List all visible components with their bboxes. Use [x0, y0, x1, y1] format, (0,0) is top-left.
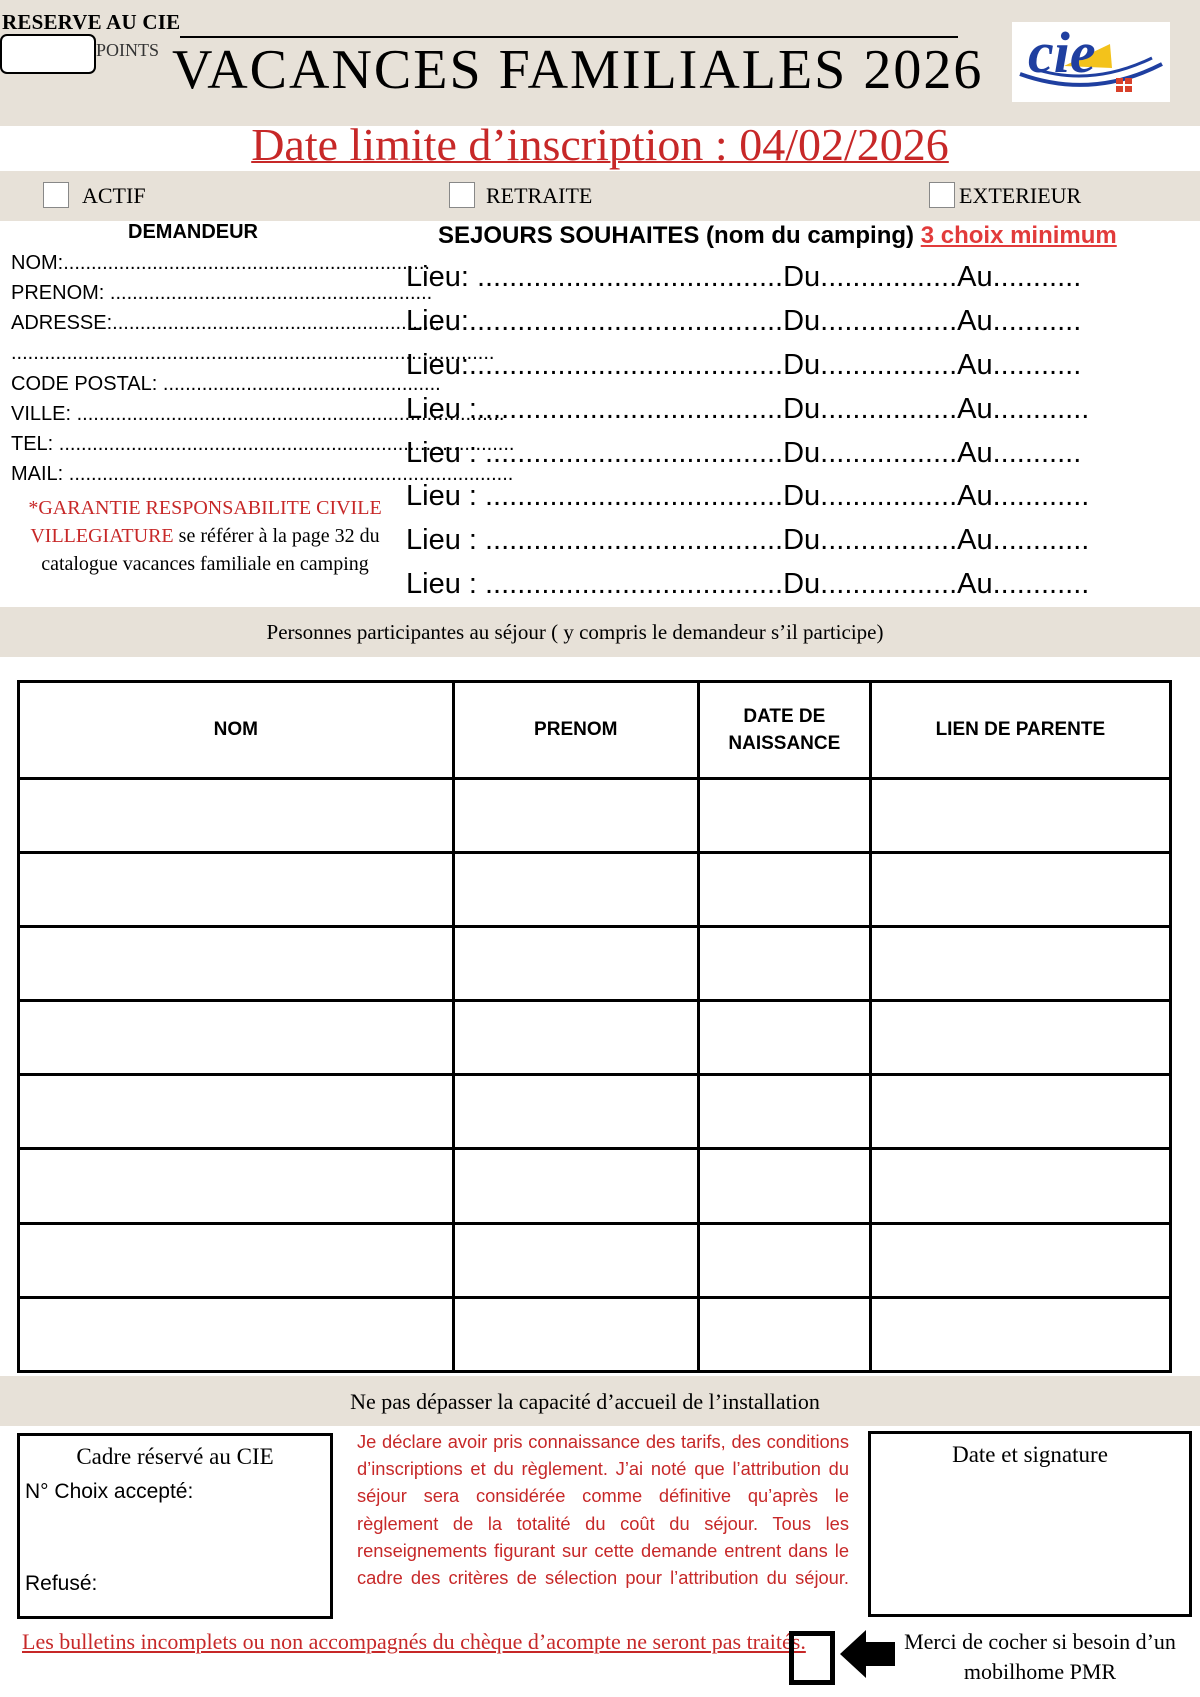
- table-cell[interactable]: [870, 1297, 1170, 1371]
- signature-title: Date et signature: [952, 1442, 1108, 1467]
- code-postal-field[interactable]: CODE POSTAL: ..................................................: [11, 373, 441, 395]
- exterieur-label: EXTERIEUR: [959, 183, 1082, 208]
- sejour-line[interactable]: Lieu :......................................Du.................Au............: [406, 393, 1090, 425]
- choix-accepte-label: N° Choix accepté:: [25, 1480, 194, 1503]
- sejour-line[interactable]: Lieu : .....................................Du.................Au............: [406, 568, 1090, 600]
- sejour-line[interactable]: Lieu:.......................................Du.................Au...........: [406, 305, 1082, 337]
- adresse-line2-field[interactable]: .......................................................................................: [11, 342, 495, 364]
- table-row: [19, 1001, 1171, 1075]
- deadline-banner: Date limite d’inscription : 04/02/2026: [251, 119, 949, 170]
- arrow-left-icon: [840, 1628, 896, 1685]
- points-label: POINTS: [96, 40, 160, 60]
- table-cell[interactable]: [698, 852, 870, 926]
- table-cell[interactable]: [870, 1149, 1170, 1223]
- page-title: VACANCES FAMILIALES 2026: [172, 39, 984, 101]
- table-row: [19, 1149, 1171, 1223]
- cie-logo: [1012, 22, 1170, 102]
- table-cell[interactable]: [698, 1149, 870, 1223]
- table-row: [19, 1223, 1171, 1297]
- sejours-title: [438, 222, 1117, 250]
- table-cell[interactable]: [453, 1297, 698, 1371]
- signature-box[interactable]: [868, 1431, 1192, 1617]
- table-cell[interactable]: [19, 1149, 454, 1223]
- table-cell[interactable]: [19, 926, 454, 1000]
- sejour-line[interactable]: Lieu : .....................................Du.................Au............: [406, 480, 1090, 512]
- points-input[interactable]: [0, 34, 96, 74]
- table-cell[interactable]: [453, 926, 698, 1000]
- table-cell[interactable]: [870, 778, 1170, 852]
- table-cell[interactable]: [453, 1075, 698, 1149]
- actif-checkbox[interactable]: [43, 182, 69, 208]
- ville-field[interactable]: VILLE: .............................................................................: [11, 403, 505, 425]
- table-header-row: [19, 682, 1171, 779]
- table-cell[interactable]: [19, 852, 454, 926]
- table-cell[interactable]: [19, 778, 454, 852]
- table-cell[interactable]: [453, 778, 698, 852]
- table-cell[interactable]: [870, 926, 1170, 1000]
- retraite-checkbox[interactable]: [449, 182, 475, 208]
- prenom-field[interactable]: PRENOM: ..........................................................: [11, 282, 433, 304]
- nom-field[interactable]: NOM:..................................................................: [11, 252, 430, 274]
- pmr-checkbox[interactable]: [789, 1631, 835, 1685]
- table-cell[interactable]: [870, 1001, 1170, 1075]
- refuse-label: Refusé:: [25, 1572, 98, 1595]
- table-cell[interactable]: [698, 1001, 870, 1075]
- column-header-date-naissance: DATE DE NAISSANCE: [698, 682, 870, 779]
- table-cell[interactable]: [19, 1223, 454, 1297]
- table-cell[interactable]: [698, 1297, 870, 1371]
- table-row: [19, 1075, 1171, 1149]
- table-cell[interactable]: [453, 1001, 698, 1075]
- table-cell[interactable]: [870, 1075, 1170, 1149]
- table-cell[interactable]: [870, 852, 1170, 926]
- garantie-highlight: *GARANTIE RESPONSABILITE CIVILE VILLEGIATURE: [28, 497, 382, 547]
- reserved-label: RESERVE AU CIE: [2, 10, 181, 34]
- table-cell[interactable]: [698, 1075, 870, 1149]
- svg-text:cie: cie: [1028, 20, 1096, 85]
- table-cell[interactable]: [453, 1149, 698, 1223]
- sejours-title-text: SEJOURS SOUHAITES (nom du camping): [438, 222, 921, 249]
- cie-box-title: Cadre réservé au CIE: [76, 1444, 274, 1469]
- garantie-text: se référer à la page 32 du catalogue vacances familiale en camping: [41, 525, 380, 575]
- table-row: [19, 852, 1171, 926]
- table-cell[interactable]: [19, 1297, 454, 1371]
- incomplete-warning: [22, 1627, 806, 1657]
- participants-table: [17, 680, 1172, 1373]
- table-cell[interactable]: [698, 1223, 870, 1297]
- incomplete-warning-text: Les bulletins incomplets ou non accompagnés du chèque d’acompte ne seront pas traités.: [22, 1629, 806, 1654]
- minimum-choices-note: 3 choix minimum: [920, 222, 1117, 249]
- sejour-line[interactable]: Lieu : .....................................Du.................Au...........: [406, 437, 1082, 469]
- actif-label: ACTIF: [82, 183, 146, 208]
- retraite-label: RETRAITE: [486, 183, 593, 208]
- table-row: [19, 778, 1171, 852]
- column-header-nom: NOM: [19, 682, 454, 779]
- declaration-text: Je déclare avoir pris connaissance des tarifs, des conditions d’inscriptions et du règlement. J’ai noté que l’attribution du séjour sera considérée comme définitive qu’après le règlement de la totalité du coût du séjour. Tous les renseignements figurant sur cette demande entrent dans le cadre des critères de sélection pour l’attribution du séjour.: [357, 1431, 849, 1589]
- pmr-note: Merci de cocher si besoin d’un mobilhome PMR: [904, 1629, 1176, 1684]
- table-row: [19, 1297, 1171, 1371]
- table-cell[interactable]: [698, 926, 870, 1000]
- tel-field[interactable]: TEL: ..................................................................................: [11, 433, 515, 455]
- table-cell[interactable]: [453, 852, 698, 926]
- demandeur-title: DEMANDEUR: [128, 221, 258, 243]
- column-header-lien-parente: LIEN DE PARENTE: [870, 682, 1170, 779]
- sejour-line[interactable]: Lieu : .....................................Du.................Au............: [406, 524, 1090, 556]
- table-cell[interactable]: [19, 1075, 454, 1149]
- table-row: [19, 926, 1171, 1000]
- table-cell[interactable]: [698, 778, 870, 852]
- adresse-field[interactable]: ADRESSE:...........................................................: [11, 312, 440, 334]
- exterieur-checkbox[interactable]: [929, 182, 955, 208]
- column-header-prenom: PRENOM: [453, 682, 698, 779]
- sejour-line[interactable]: Lieu: ......................................Du.................Au...........: [406, 261, 1082, 293]
- participants-title: Personnes participantes au séjour ( y compris le demandeur s’il participe): [266, 620, 884, 644]
- garantie-note: [10, 494, 400, 578]
- table-cell[interactable]: [19, 1001, 454, 1075]
- sejour-line[interactable]: Lieu:.......................................Du.................Au...........: [406, 349, 1082, 381]
- table-cell[interactable]: [870, 1223, 1170, 1297]
- cie-reserved-box: [17, 1433, 333, 1619]
- mail-field[interactable]: MAIL: ................................................................................: [11, 463, 514, 485]
- cie-logo-icon: [1012, 22, 1170, 102]
- table-cell[interactable]: [453, 1223, 698, 1297]
- capacity-note: Ne pas dépasser la capacité d’accueil de l’installation: [350, 1389, 820, 1414]
